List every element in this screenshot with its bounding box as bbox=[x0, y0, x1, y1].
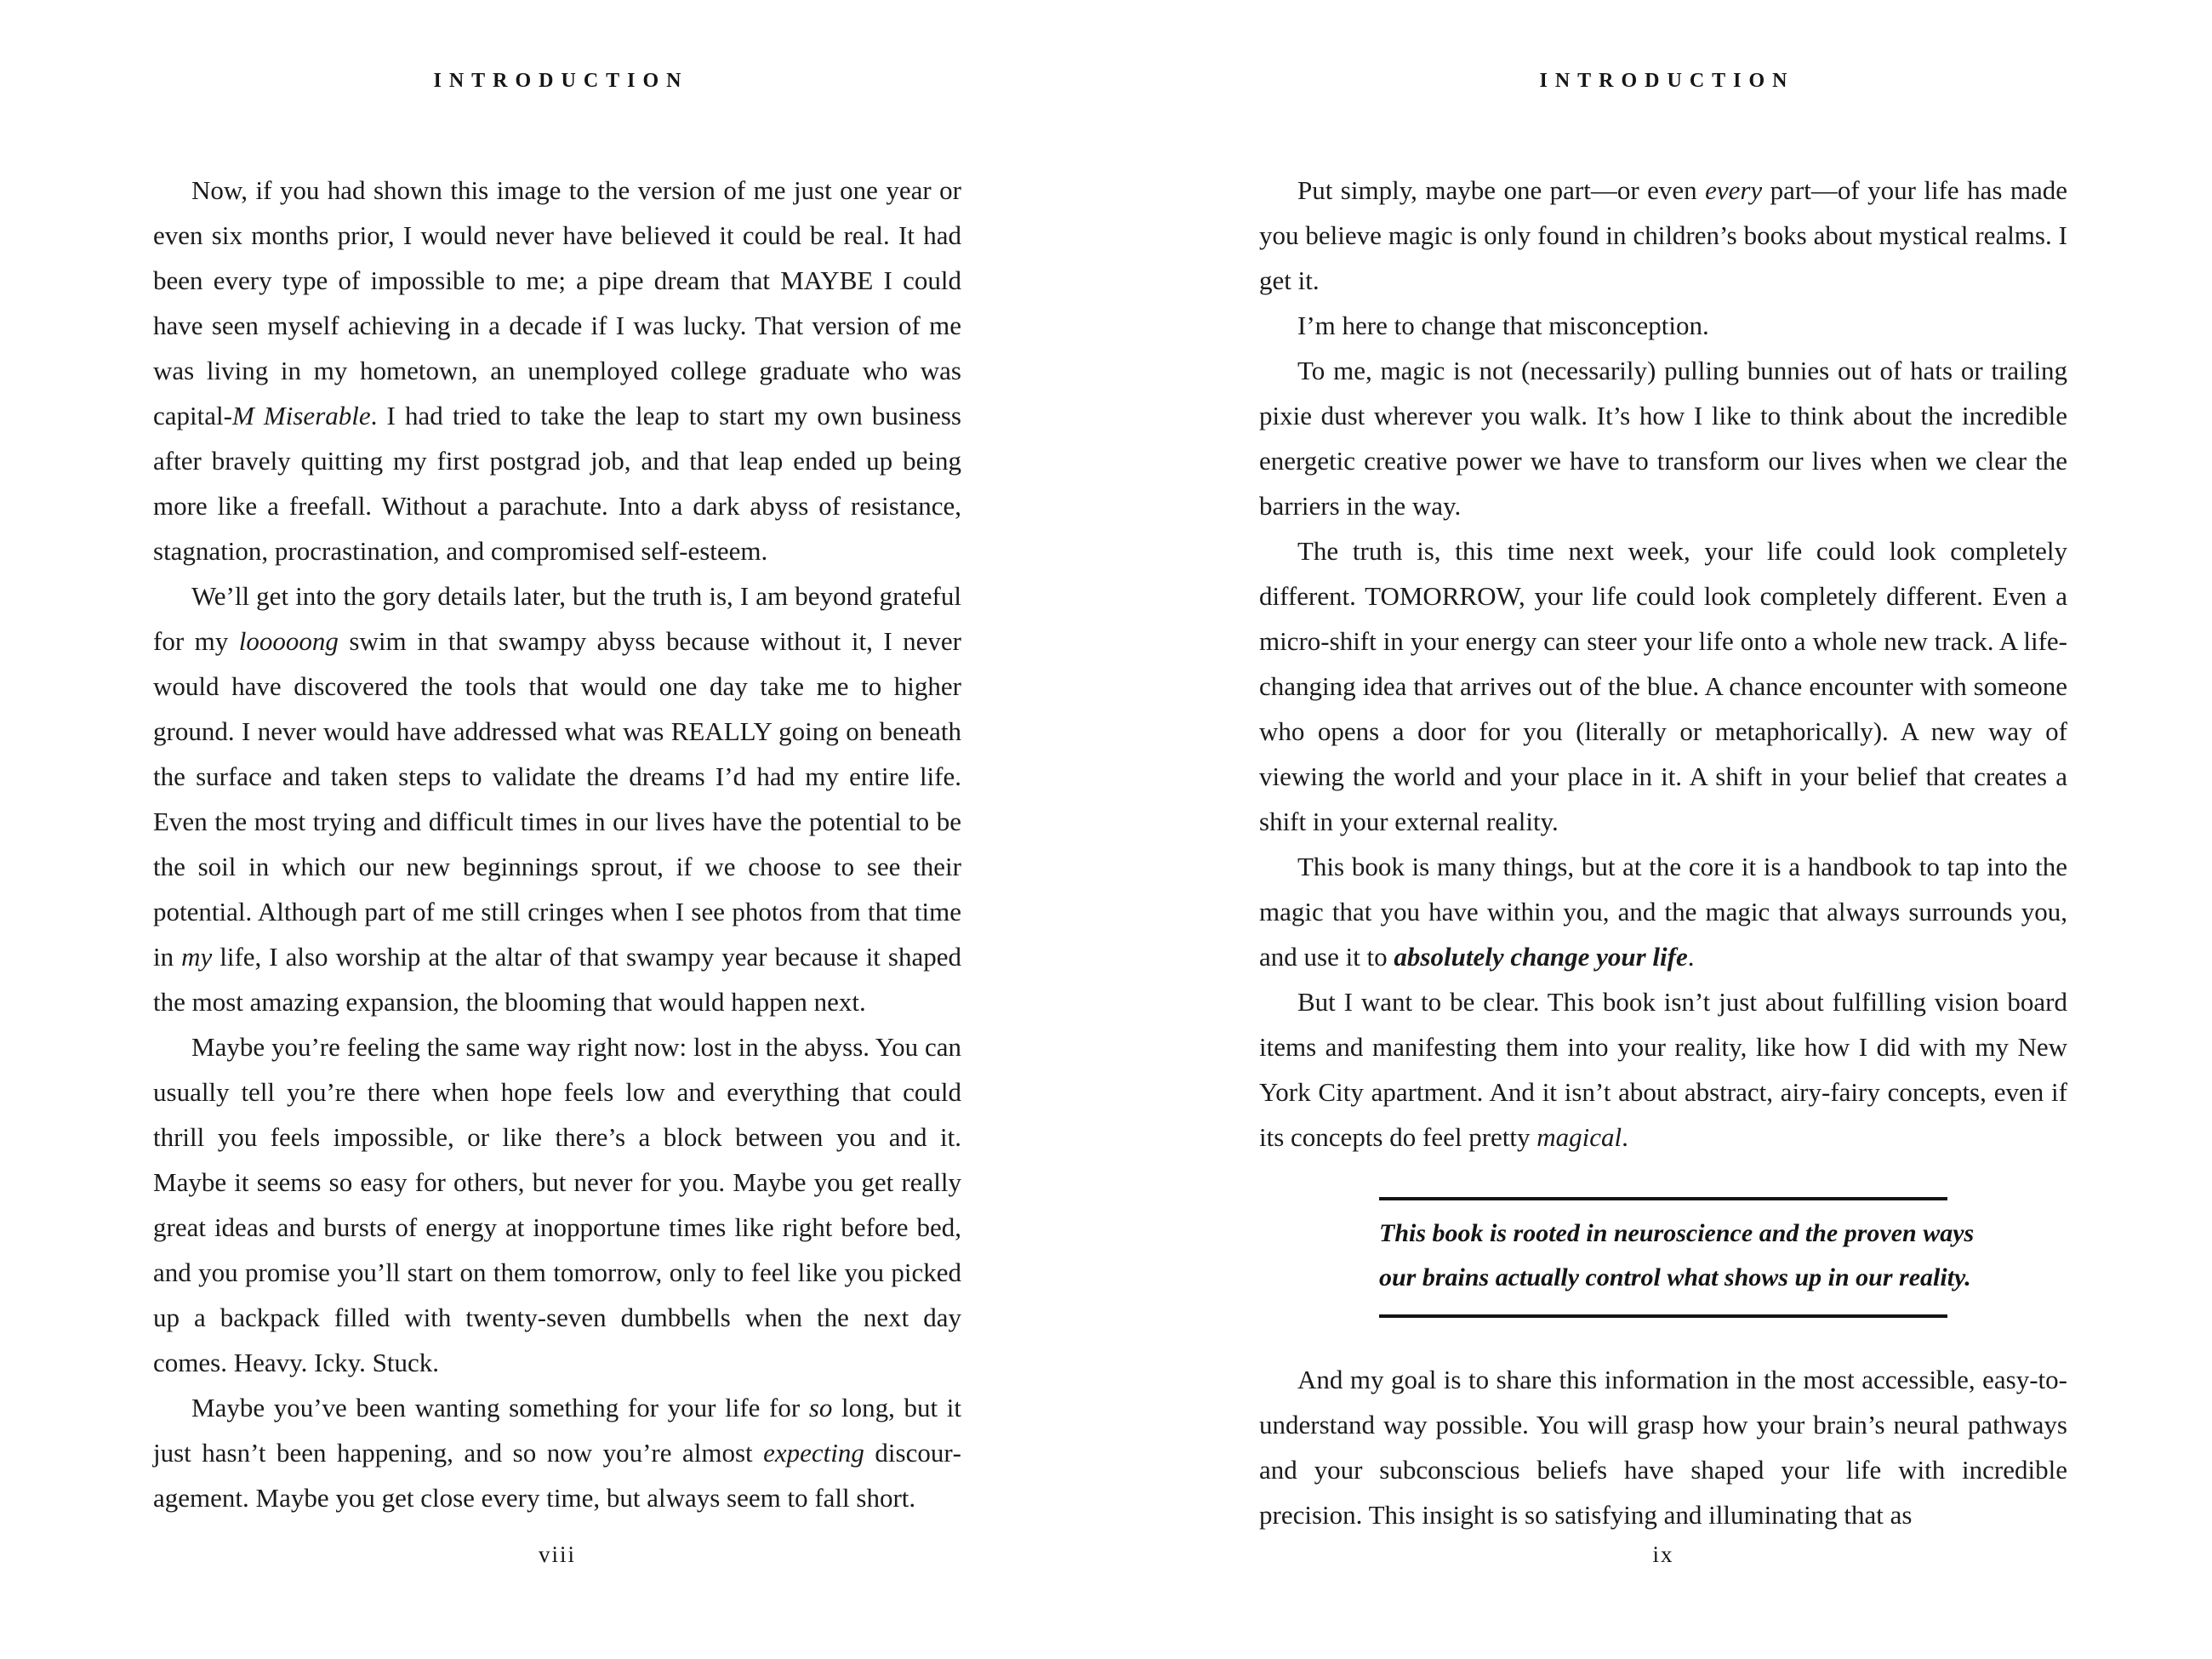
text-run: We’ll get into the gory details later, but the truth is, I am beyond grateful for my bbox=[153, 581, 961, 656]
text-run: . bbox=[1622, 1122, 1628, 1152]
text-run: . bbox=[1687, 942, 1695, 972]
paragraph bbox=[153, 1024, 961, 1385]
text-run: part—of your life has made you believe magic is only found in children’s books about mystical realms. I get it. bbox=[1259, 175, 2068, 295]
page-left bbox=[153, 0, 961, 1659]
text-run: M Miserable bbox=[231, 401, 371, 430]
text-run: Maybe you’ve been wanting something for your life for bbox=[191, 1393, 809, 1422]
text-run: looooong bbox=[238, 626, 339, 656]
text-run: The truth is, this time next week, your life could look completely different. TOMORROW, your life could look completely different. Even a micro-shift in your energy can steer your life onto a whole new track. A life-changing idea that arrives out of the blue. A chance encounter with someone who opens a door for you (literally or metaphorically). A new way of viewing the world and your place in it. A shift in your belief that creates a shift in your external reality. bbox=[1259, 536, 2067, 836]
page-right bbox=[1259, 0, 2067, 1659]
text-run: . I had tried to take the leap to start my own business after bravely quitting my first postgrad job, and that leap ended up being more like a freefall. Without a parachute. Into a dark abyss of resistance, stagnation, procrastination, and compromised self-esteem. bbox=[153, 401, 961, 566]
callout-line: This book is rooted in neuroscience and the proven ways bbox=[1379, 1219, 1975, 1247]
text-run: But I want to be clear. This book isn’t just about fulfilling vision board items and manifesting them into your reality, like how I did with my New York City apartment. And it isn’t about abstract, airy-fairy concepts, even if its concepts do feel pretty bbox=[1259, 987, 2067, 1152]
page-body bbox=[1259, 168, 2067, 1537]
text-run: Put simply, maybe one part—or even bbox=[1297, 175, 1706, 205]
text-run: And my goal is to share this information in the most accessible, easy-to-understand way possible. You will grasp how your brain’s neural pathways and your subconscious beliefs have shaped your life with incredible precision. This insight is so satisfying and illuminating that as bbox=[1259, 1365, 2067, 1530]
text-run: my bbox=[181, 942, 213, 972]
paragraph bbox=[1259, 844, 2067, 979]
callout-line: our brains actually control what shows up in our reality. bbox=[1379, 1263, 1971, 1291]
text-run: every bbox=[1705, 175, 1763, 205]
text-run: long, but it just hasn’t been happening, and so now you’re almost bbox=[153, 1393, 961, 1468]
text-run: I’m here to change that misconception. bbox=[1297, 311, 1709, 340]
text-run: discouragement. Maybe you get close every time, but always seem to fall short. bbox=[153, 1438, 961, 1513]
text-run: swim in that swampy abyss because without it, I never would have discovered the tools that would one day take me to higher ground. I never would have addressed what was REALLY going on beneath the surface and taken steps to validate the dreams I’d had my entire life. Even the most trying and difficult times in our lives have the potential to be the soil in which our new beginnings sprout, if we choose to see their potential. Although part of me still cringes when I see photos from that time in bbox=[153, 626, 962, 972]
paragraph bbox=[1259, 528, 2067, 844]
text-run: Now, if you had shown this image to the version of me just one year or even six months prior, I would never have believed it could be real. It had been every type of impossible to me; a pipe dream that MAYBE I could have seen myself achieving in a decade if I was lucky. That version of me was living in my hometown, an unemployed college graduate who was capital- bbox=[153, 175, 961, 430]
paragraph bbox=[153, 1385, 961, 1520]
text-run: so bbox=[808, 1393, 833, 1422]
text-run: life, I also worship at the altar of that swampy year because it shaped the most amazing expansion, the blooming that would happen next. bbox=[153, 942, 961, 1017]
text-run: absolutely change your life bbox=[1394, 942, 1688, 972]
running-head: INTRODUCTION bbox=[433, 70, 689, 92]
paragraph bbox=[1259, 303, 2067, 348]
paragraph bbox=[1259, 1357, 2067, 1537]
page-body bbox=[153, 168, 961, 1520]
text-run: expecting bbox=[763, 1438, 864, 1468]
text-run: Maybe you’re feeling the same way right now: lost in the abyss. You can usually tell you’re there when hope feels low and everything that could thrill you feels impossible, or like there’s a block between you and it. Maybe it seems so easy for others, but never for you. Maybe you get really great ideas and bursts of energy at inopportune times like right before bed, and you promise you’ll start on them tomorrow, only to feel like you picked up a backpack filled with twenty-seven dumbbells when the next day comes. Heavy. Icky. Stuck. bbox=[153, 1032, 961, 1377]
paragraph bbox=[153, 573, 961, 1024]
page-number: ix bbox=[1652, 1542, 1674, 1567]
page-number: viii bbox=[538, 1542, 576, 1567]
paragraph bbox=[153, 168, 961, 573]
text-run: This book is many things, but at the core it is a handbook to tap into the magic that you have within you, and the magic that always surrounds you, and use it to bbox=[1259, 852, 2067, 972]
text-run: magical bbox=[1536, 1122, 1622, 1152]
running-head: INTRODUCTION bbox=[1539, 70, 1795, 92]
text-run: To me, magic is not (necessarily) pulling bunnies out of hats or trailing pixie dust wherever you walk. It’s how I like to think about the incredible energetic creative power we have to transform our lives when we clear the barriers in the way. bbox=[1259, 356, 2067, 521]
paragraph bbox=[1259, 348, 2067, 528]
callout-quote bbox=[1379, 1197, 1975, 1318]
paragraph bbox=[1259, 168, 2067, 303]
paragraph bbox=[1259, 979, 2067, 1160]
